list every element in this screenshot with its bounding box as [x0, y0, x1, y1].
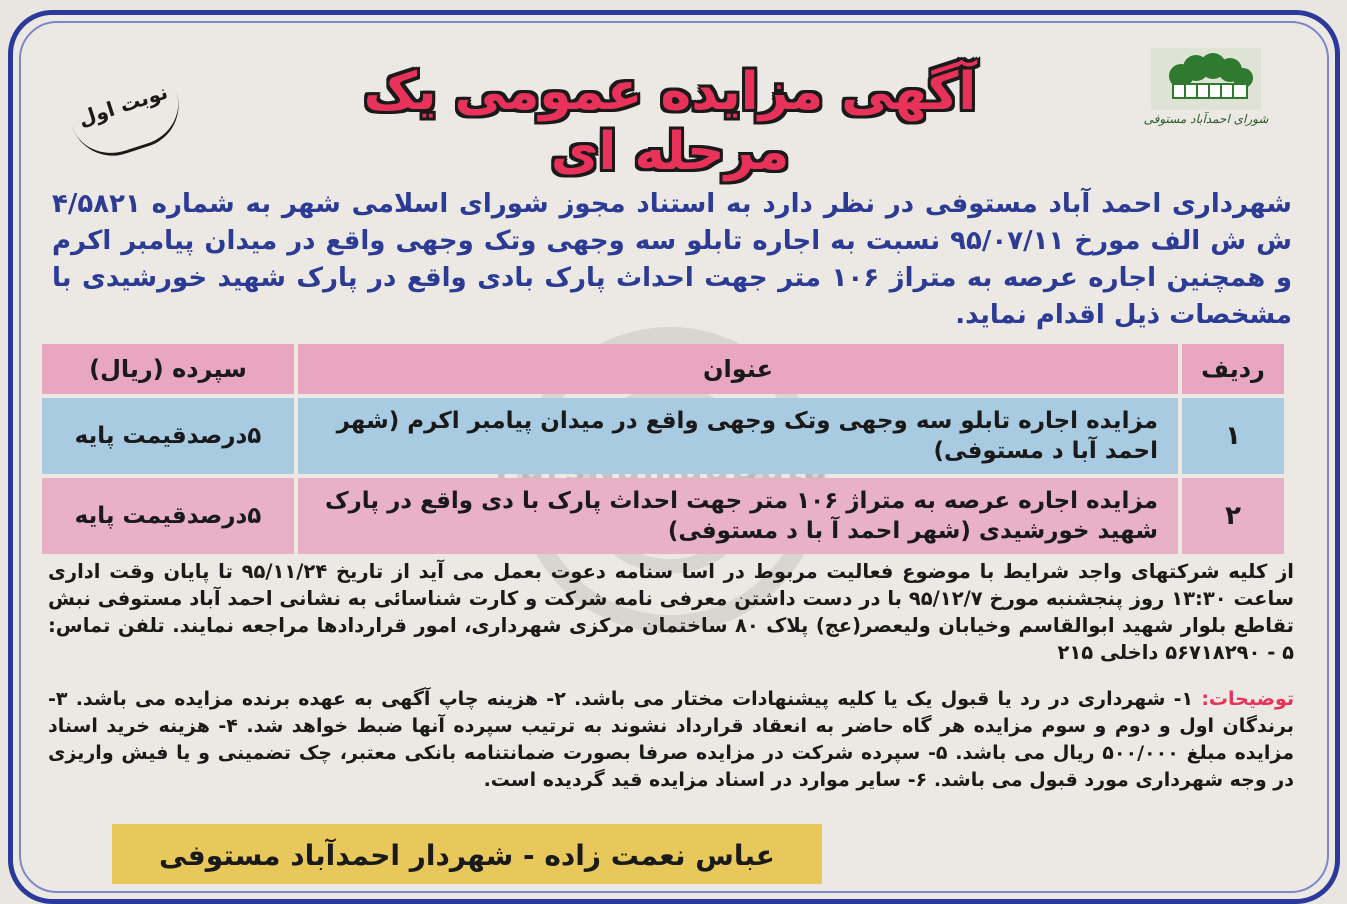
- notes-text: ۱- شهرداری در رد یا قبول یک یا کلیه پیشنهادات مختار می باشد. ۲- هزینه چاپ آگهی به عهده برنده مزایده می باشد. ۳- برندگان اول و دوم و سوم مزایده هر گاه حاضر به انعقاد قرارداد نشوند به ترتیب سپرده آنها ضبط خواهد شد. ۴- هزینه خرید اسناد مزایده مبلغ ۵۰۰/۰۰۰ ریال می باشد. ۵- سپرده شرکت در مزایده صرفا بصورت ضمانتنامه بانکی معتبر، چک تضمینی و یا فیش واریزی در وجه شهرداری مورد قبول می باشد. ۶- سایر موارد در اسناد مزایده قید گردیده است.: [48, 688, 1294, 791]
- row-deposit: ۵درصدقیمت پایه: [42, 478, 294, 554]
- row-deposit: ۵درصدقیمت پایه: [42, 398, 294, 474]
- table-row: [42, 398, 1284, 474]
- row-index: ۱: [1182, 398, 1284, 474]
- row-index: ۲: [1182, 478, 1284, 554]
- row-title: مزایده اجاره عرصه به متراژ ۱۰۶ متر جهت احداث پارک با دی واقع در پارک شهید خورشیدی (شهر احمد آ با د مستوفی): [298, 478, 1178, 554]
- page-title: آگهی مزایده عمومی یک مرحله ای: [363, 62, 977, 182]
- logo-icon: [1151, 48, 1261, 110]
- invitation-paragraph: از کلیه شرکتهای واجد شرایط با موضوع فعالیت مربوط در اسا سنامه دعوت بعمل می آید از تاریخ ۹۵/۱۱/۲۴ تا پایان وقت اداری ساعت ۱۳:۳۰ روز پنجشنبه مورخ ۹۵/۱۲/۷ با در دست داشتن معرفی نامه شرکت و کارت شناسائی به نشانی احمد آباد مستوفی نبش تقاطع بلوار شهید ابوالقاسم وخیابان ولیعصر(عج) پلاک ۸۰ ساختمان مرکزی شهرداری، امور قراردادها مراجعه نمایند. تلفن تماس: ۵ - ۵۶۷۱۸۲۹۰ داخلی ۲۱۵: [48, 560, 1294, 664]
- logo-caption: شورای احمدآباد مستوفی: [1143, 112, 1269, 126]
- notes-paragraph: [48, 686, 1294, 794]
- intro-paragraph: شهرداری احمد آباد مستوفی در نظر دارد به استناد مجوز شورای اسلامی شهر به شماره ۴/۵۸۲۱ ش ش الف مورخ ۹۵/۰۷/۱۱ نسبت به اجاره تابلو سه وجهی وتک وجهی واقع در میدان پیامبر اکرم و همچنین اجاره عرصه به متراژ ۱۰۶ متر جهت احداث پارک بادی واقع در پارک شهید خورشیدی با مشخصات ذیل اقدام نماید.: [52, 189, 1292, 330]
- signature-banner: عباس نعمت زاده - شهردار احمدآباد مستوفی: [112, 824, 822, 884]
- notes-label: توضیحات:: [1201, 688, 1295, 710]
- table-header-row: [42, 344, 1284, 394]
- header-index: ردیف: [1182, 344, 1284, 394]
- council-logo: [1132, 48, 1280, 136]
- row-title: مزایده اجاره تابلو سه وجهی وتک وجهی واقع در میدان پیامبر اکرم (شهر احمد آبا د مستوفی): [298, 398, 1178, 474]
- round-text: نوبت اول: [75, 79, 171, 131]
- header-title: عنوان: [298, 344, 1178, 394]
- auction-table: [38, 340, 1288, 558]
- header-deposit: سپرده (ریال): [42, 344, 294, 394]
- table-row: [42, 478, 1284, 554]
